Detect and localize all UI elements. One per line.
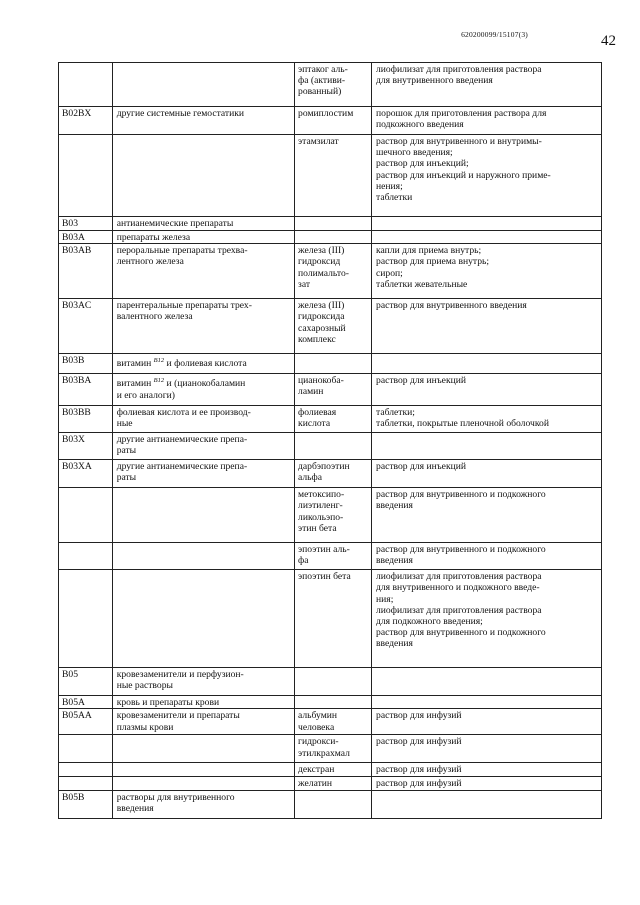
group-cell: другие антианемические препа- раты <box>112 460 294 488</box>
table-row <box>59 696 602 709</box>
dosage-form-cell <box>372 354 602 374</box>
drug-name-cell: метоксипо- лиэтиленг- ликольэпо- этин бета <box>295 488 372 543</box>
group-text-suffix: и фолиевая кислота <box>164 358 247 370</box>
drug-name-cell: железа (III) гидроксид полимальто- зат <box>295 244 372 299</box>
group-cell <box>112 735 294 763</box>
drug-name-cell: декстран <box>295 763 372 777</box>
table-row <box>59 543 602 570</box>
table-row <box>59 777 602 790</box>
drug-name-cell: дарбэпоэтин альфа <box>295 460 372 488</box>
table-row <box>59 354 602 374</box>
table-row <box>59 217 602 231</box>
drug-name-cell: железа (III) гидроксида сахарозный комплекс <box>295 299 372 354</box>
table-row <box>59 709 602 735</box>
dosage-form-cell: раствор для инфузий <box>372 735 602 763</box>
atc-code-cell: B02BX <box>59 107 113 135</box>
drug-name-cell <box>295 696 372 709</box>
atc-code-cell: B03AB <box>59 244 113 299</box>
atc-code-cell: B03BA <box>59 374 113 406</box>
table-row <box>59 63 602 107</box>
dosage-form-cell <box>372 790 602 818</box>
drug-name-cell: ромиплостим <box>295 107 372 135</box>
group-cell <box>112 354 294 374</box>
dosage-form-cell: раствор для инфузий <box>372 777 602 790</box>
table-row <box>59 299 602 354</box>
atc-code-cell <box>59 763 113 777</box>
group-cell <box>112 763 294 777</box>
table-row <box>59 668 602 696</box>
table-row <box>59 374 602 406</box>
vitamin-b12-symbol: B12 <box>153 377 165 385</box>
group-cell: кровь и препараты крови <box>112 696 294 709</box>
group-cell: фолиевая кислота и ее производ- ные <box>112 406 294 433</box>
group-text-prefix: витамин <box>116 358 154 370</box>
group-cell <box>112 777 294 790</box>
atc-code-cell: B03BB <box>59 406 113 433</box>
dosage-form-cell: раствор для внутривенного и подкожного введения <box>372 543 602 570</box>
atc-code-cell: B03AC <box>59 299 113 354</box>
group-cell: пероральные препараты трехва- лентного железа <box>112 244 294 299</box>
group-cell: антианемические препараты <box>112 217 294 231</box>
dosage-form-cell <box>372 217 602 231</box>
atc-code-cell: B05AA <box>59 709 113 735</box>
dosage-form-cell <box>372 696 602 709</box>
dosage-form-cell: капли для приема внутрь; раствор для приема внутрь; сироп; таблетки жевательные <box>372 244 602 299</box>
group-cell <box>112 570 294 668</box>
atc-code-cell <box>59 735 113 763</box>
page-number: 42 <box>601 33 616 49</box>
table-row <box>59 735 602 763</box>
dosage-form-cell: раствор для внутривенного и внутримы- шечного введения; раствор для инъекций; раствор для инъекций и наружного приме- нения; таблетки <box>372 135 602 217</box>
atc-code-cell <box>59 135 113 217</box>
group-cell <box>112 135 294 217</box>
dosage-form-cell <box>372 433 602 460</box>
dosage-form-cell <box>372 231 602 244</box>
drug-name-cell <box>295 790 372 818</box>
drug-name-cell <box>295 354 372 374</box>
table-row <box>59 135 602 217</box>
atc-code-cell: B05A <box>59 696 113 709</box>
group-cell: растворы для внутривенного введения <box>112 790 294 818</box>
dosage-form-cell: лиофилизат для приготовления раствора для внутривенного введения <box>372 63 602 107</box>
group-cell: кровезаменители и препараты плазмы крови <box>112 709 294 735</box>
atc-code-cell <box>59 488 113 543</box>
table-row <box>59 107 602 135</box>
drug-name-cell <box>295 217 372 231</box>
dosage-form-cell: лиофилизат для приготовления раствора для внутривенного и подкожного введе- ния; лиофилизат для приготовления раствора для подкожного введения; раствор для внутривенного и подкожного введения <box>372 570 602 668</box>
dosage-form-cell: порошок для приготовления раствора для подкожного введения <box>372 107 602 135</box>
group-cell: другие системные гемостатики <box>112 107 294 135</box>
dosage-form-cell: раствор для инфузий <box>372 763 602 777</box>
drug-name-cell <box>295 231 372 244</box>
drug-name-cell: гидрокси- этилкрахмал <box>295 735 372 763</box>
group-text-prefix: витамин <box>116 378 154 390</box>
dosage-form-cell: раствор для инфузий <box>372 709 602 735</box>
table-row <box>59 231 602 244</box>
group-cell <box>112 63 294 107</box>
document-id: 620200099/15107(3) <box>461 30 528 39</box>
table-row <box>59 460 602 488</box>
drug-name-cell: альбумин человека <box>295 709 372 735</box>
group-cell <box>112 374 294 406</box>
dosage-form-cell: раствор для инъекций <box>372 460 602 488</box>
atc-code-cell <box>59 63 113 107</box>
table-row <box>59 763 602 777</box>
group-text-suffix: и (цианокобаламин и его аналоги) <box>116 378 246 401</box>
drug-table <box>58 62 602 819</box>
group-cell: другие антианемические препа- раты <box>112 433 294 460</box>
table-row <box>59 790 602 818</box>
group-cell: кровезаменители и перфузион- ные растворы <box>112 668 294 696</box>
table-row <box>59 244 602 299</box>
atc-code-cell: B05B <box>59 790 113 818</box>
atc-code-cell: B05 <box>59 668 113 696</box>
table-row <box>59 570 602 668</box>
atc-code-cell <box>59 777 113 790</box>
drug-name-cell: фолиевая кислота <box>295 406 372 433</box>
dosage-form-cell: таблетки; таблетки, покрытые пленочной оболочкой <box>372 406 602 433</box>
drug-name-cell: эпоэтин аль- фа <box>295 543 372 570</box>
atc-code-cell: B03B <box>59 354 113 374</box>
atc-code-cell: B03 <box>59 217 113 231</box>
dosage-form-cell <box>372 668 602 696</box>
table-row <box>59 433 602 460</box>
table-row <box>59 488 602 543</box>
drug-name-cell: эпоэтин бета <box>295 570 372 668</box>
atc-code-cell <box>59 543 113 570</box>
drug-name-cell <box>295 433 372 460</box>
vitamin-b12-symbol: B12 <box>153 357 165 365</box>
atc-code-cell: B03X <box>59 433 113 460</box>
group-cell <box>112 488 294 543</box>
drug-name-cell: эптаког аль- фа (активи- рованный) <box>295 63 372 107</box>
drug-name-cell: желатин <box>295 777 372 790</box>
group-cell: парентеральные препараты трех- валентного железа <box>112 299 294 354</box>
group-cell <box>112 543 294 570</box>
drug-name-cell <box>295 668 372 696</box>
group-cell: препараты железа <box>112 231 294 244</box>
dosage-form-cell: раствор для внутривенного и подкожного введения <box>372 488 602 543</box>
atc-code-cell: B03XA <box>59 460 113 488</box>
atc-code-cell <box>59 570 113 668</box>
dosage-form-cell: раствор для инъекций <box>372 374 602 406</box>
table-row <box>59 406 602 433</box>
drug-table-body <box>59 63 602 819</box>
drug-name-cell: этамзилат <box>295 135 372 217</box>
atc-code-cell: B03A <box>59 231 113 244</box>
dosage-form-cell: раствор для внутривенного введения <box>372 299 602 354</box>
drug-name-cell: цианокоба- ламин <box>295 374 372 406</box>
